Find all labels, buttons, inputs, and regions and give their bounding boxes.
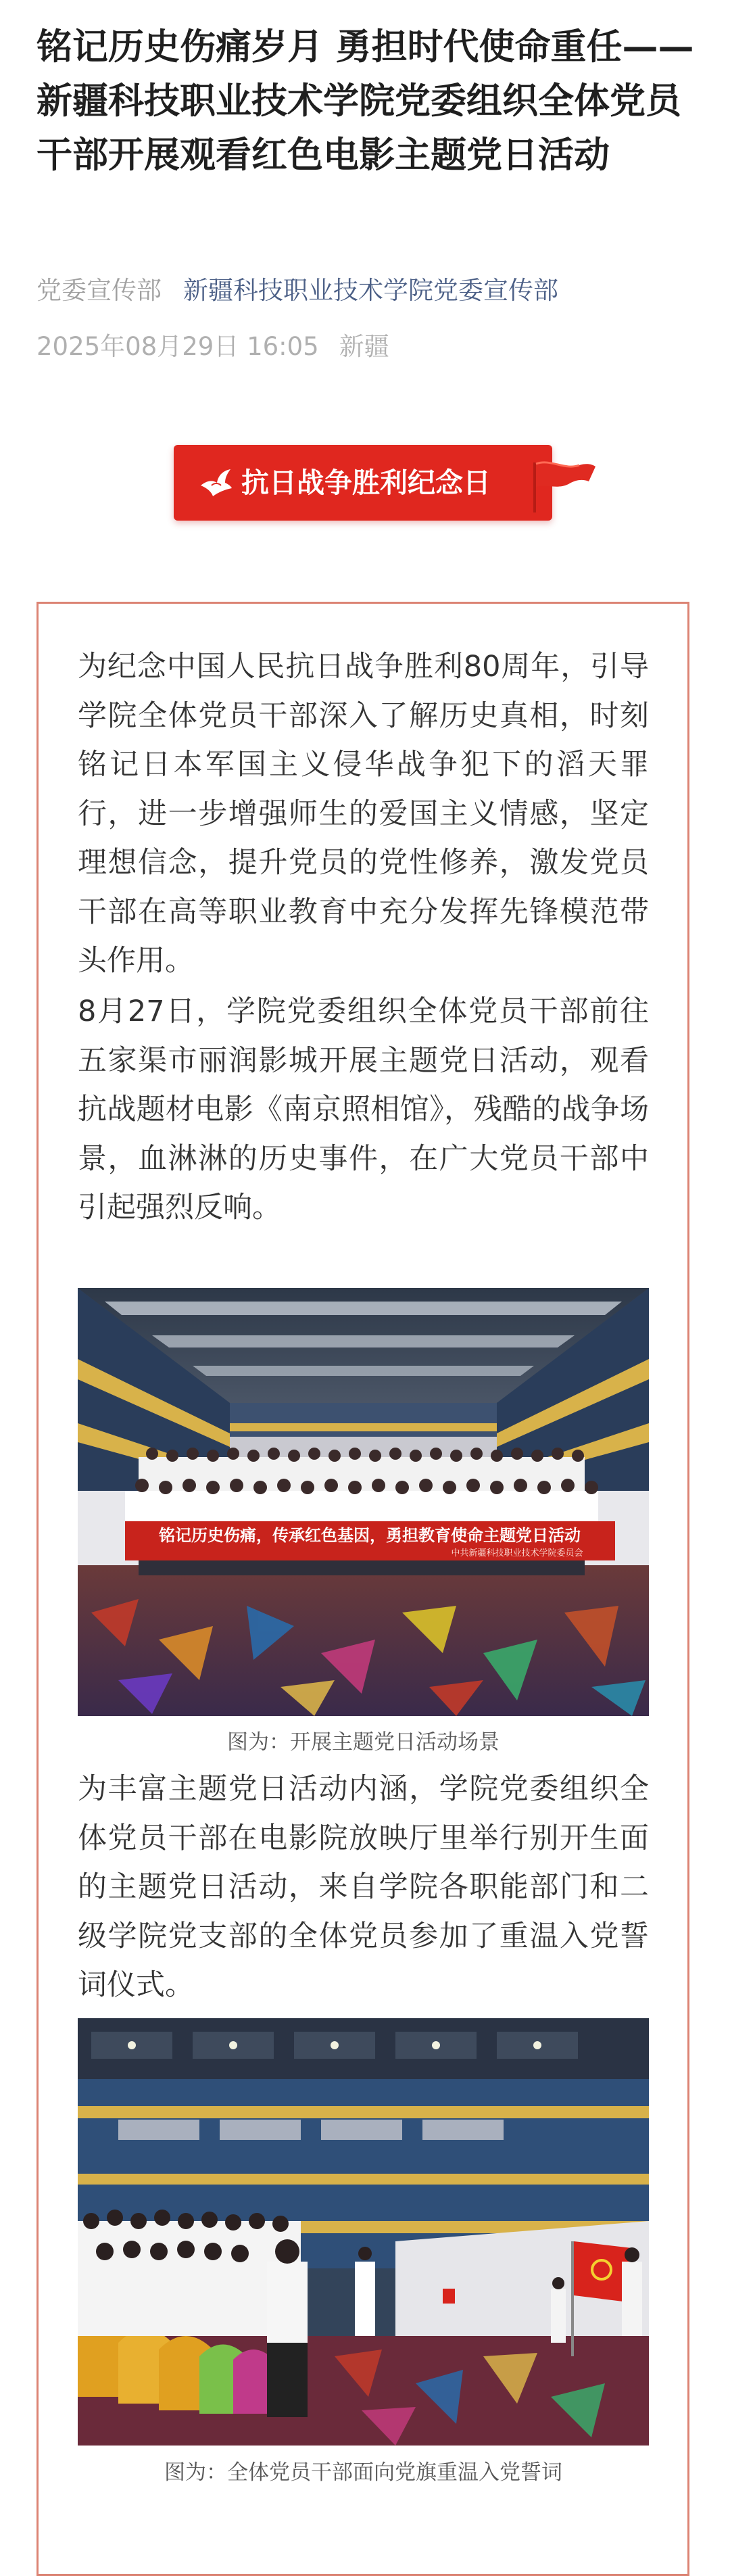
article-byline bbox=[36, 274, 558, 308]
banner-text: 抗日战争胜利纪念日 bbox=[241, 467, 491, 499]
dove-icon bbox=[198, 465, 233, 500]
publish-time: 2025年08月29日 16:05 bbox=[36, 332, 319, 361]
paragraph-event: 8月27日，学院党委组织全体党员干部前往五家渠市丽润影城开展主题党日活动，观看抗战题材电影《南京照相馆》，残酷的战争场景，血淋淋的历史事件，在广大党员干部中引起强烈反响。 bbox=[78, 995, 649, 1224]
photo-banner-sub: 中共新疆科技职业技术学院委员会 bbox=[451, 1548, 583, 1558]
photo-banner-text: 铭记历史伤痛，传承红色基因，勇担教育使命主题党日活动 bbox=[159, 1526, 581, 1545]
article-source: 党委宣传部 bbox=[36, 276, 162, 305]
photo-cinema-group[interactable] bbox=[78, 1288, 649, 1716]
paragraph-intro: 为纪念中国人民抗日战争胜利80周年，引导学院全体党员干部深入了解历史真相，时刻铭记日本军国主义侵华战争犯下的滔天罪行，进一步增强师生的爱国主义情感，坚定理想信念，提升党员的党性修养，激发党员干部在高等职业教育中充分发挥先锋模范带头作用。 bbox=[78, 650, 649, 978]
photo-caption-1: 图为：开展主题党日活动场景 bbox=[227, 1730, 500, 1755]
article-title: 铭记历史伤痛岁月 勇担时代使命重任——新疆科技职业技术学院党委组织全体党员干部开展观看红色电影主题党日活动 bbox=[36, 26, 694, 176]
publish-location: 新疆 bbox=[339, 332, 389, 361]
red-flag-icon bbox=[531, 458, 598, 512]
photo-caption-2: 图为：全体党员干部面向党旗重温入党誓词 bbox=[164, 2460, 562, 2485]
victory-day-banner bbox=[174, 445, 552, 521]
account-name-link[interactable]: 新疆科技职业技术学院党委宣传部 bbox=[183, 276, 558, 305]
paragraph-oath: 为丰富主题党日活动内涵，学院党委组织全体党员干部在电影院放映厅里举行别开生面的主题党日活动，来自学院各职能部门和二级学院党支部的全体党员参加了重温入党誓词仪式。 bbox=[78, 1772, 649, 2002]
photo-oath-ceremony[interactable] bbox=[78, 2018, 649, 2446]
article-meta bbox=[36, 330, 389, 364]
